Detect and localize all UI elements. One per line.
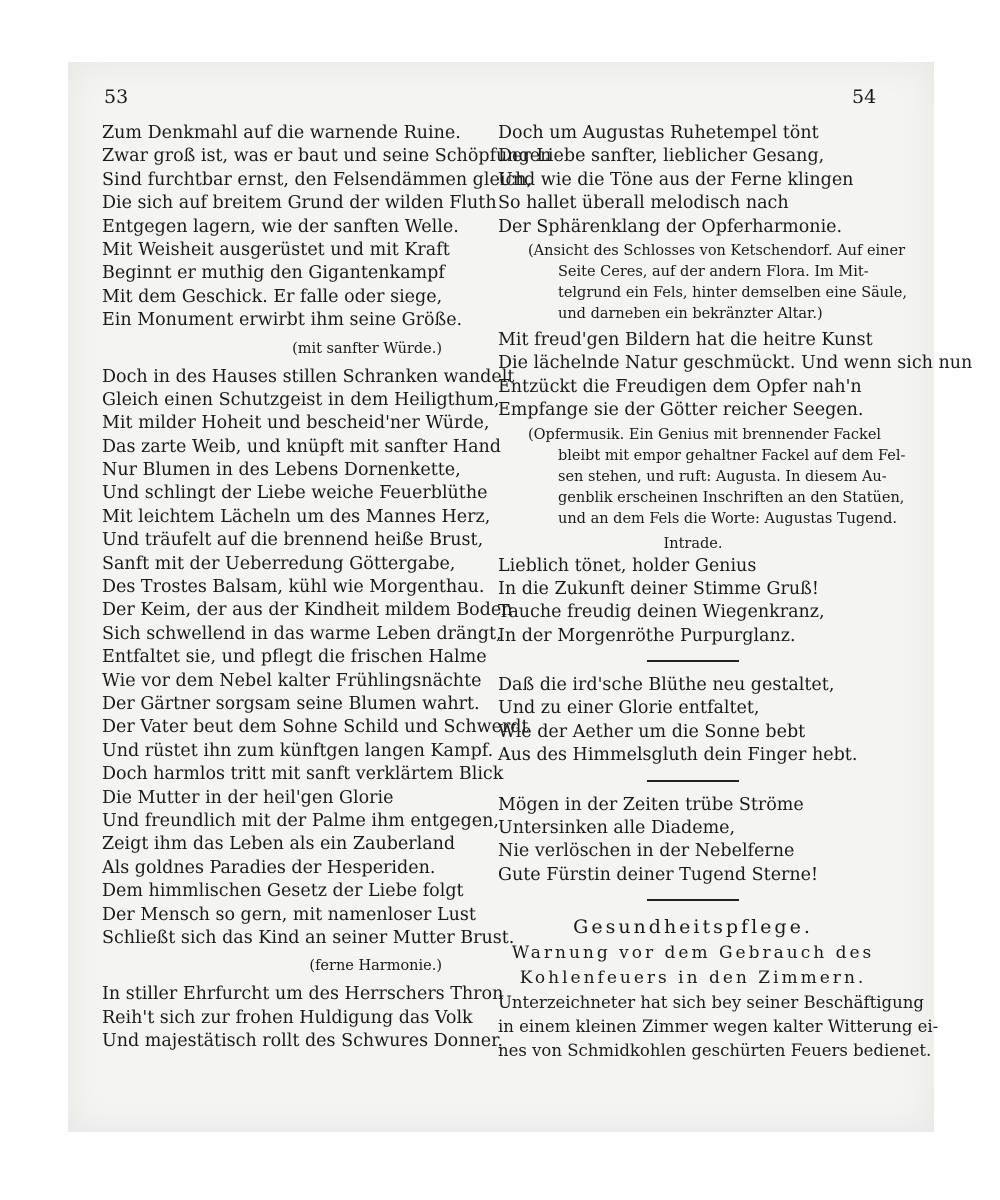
verse-block — [102, 122, 552, 333]
text-line: Sanft mit der Ueberredung Göttergabe, — [102, 553, 456, 574]
text-line: Zum Denkmahl auf die warnende Ruine. — [102, 123, 461, 143]
verse-block — [498, 122, 888, 239]
text-line: telgrund ein Fels, hinter demselben eine Säule, — [558, 284, 907, 301]
text-line: Kohlenfeuers in den Zimmern. — [519, 968, 867, 989]
text-line: Der Mensch so gern, mit namenloser Lust — [102, 904, 476, 925]
text-line: Mit dem Geschick. Er falle oder siege, — [102, 286, 443, 307]
text-line: Und wie die Töne aus der Ferne klingen — [498, 169, 854, 190]
text-line: in einem kleinen Zimmer wegen kalter Witterung ei- — [498, 1017, 939, 1037]
verse-block — [498, 329, 973, 423]
text-line: bleibt mit empor gehaltner Fackel auf dem Fel- — [558, 447, 906, 464]
verse-block — [102, 366, 529, 951]
page-number-left: 53 — [104, 86, 129, 108]
text-line: (Opfermusik. Ein Genius mit brennender Fackel — [528, 426, 882, 443]
text-line: Sind furchtbar ernst, den Felsendämmen gleich, — [102, 169, 533, 190]
text-line: Zwar groß ist, was er baut und seine Schöpfungen — [102, 146, 552, 167]
text-line: und darneben ein bekränzter Altar.) — [558, 305, 823, 322]
stage-direction: (mit sanfter Würde.) — [292, 340, 442, 357]
section-divider — [647, 660, 739, 662]
verse-block — [498, 674, 888, 768]
text-line: sen stehen, und ruft: Augusta. In diesem Au- — [558, 468, 887, 485]
text-line: Nur Blumen in des Lebens Dornenkette, — [102, 460, 461, 481]
text-line: Entfaltet sie, und pflegt die frischen Halme — [102, 647, 487, 668]
text-line: Mit leichtem Lächeln um des Mannes Herz, — [102, 506, 491, 527]
section-divider — [647, 780, 739, 782]
text-line: Und zu einer Glorie entfaltet, — [498, 698, 760, 719]
text-line: genblik erscheinen Inschriften an den Statüen, — [558, 489, 905, 506]
text-line: Unterzeichneter hat sich bey seiner Beschäftigung — [498, 993, 924, 1013]
text-line: Der Sphärenklang der Opferharmonie. — [498, 216, 843, 237]
text-line: Und freundlich mit der Palme ihm entgegen, — [102, 810, 499, 831]
text-line: Der Liebe sanfter, lieblicher Gesang, — [498, 146, 825, 167]
text-line: In stiller Ehrfurcht um des Herrschers Thron — [102, 984, 504, 1005]
stage-direction — [498, 241, 907, 325]
text-line: Lieblich tönet, holder Genius — [498, 555, 757, 576]
verse-block — [498, 555, 888, 649]
text-line: Dem himmlischen Gesetz der Liebe folgt — [102, 881, 464, 902]
text-line: Der Keim, der aus der Kindheit mildem Boden — [102, 600, 513, 621]
verse-block — [498, 794, 888, 888]
text-line: Tauche freudig deinen Wiegenkranz, — [498, 602, 825, 623]
text-line: Der Vater beut dem Sohne Schild und Schwerdt — [102, 717, 529, 738]
page-number-right: 54 — [852, 86, 877, 108]
text-line: Des Trostes Balsam, kühl wie Morgenthau. — [102, 577, 485, 598]
text-line: Wie der Aether um die Sonne bebt — [498, 721, 806, 742]
text-line: Ein Monument erwirbt ihm seine Größe. — [102, 310, 463, 331]
text-line: Sich schwellend in das warme Leben drängt, — [102, 623, 502, 644]
stage-direction: (ferne Harmonie.) — [309, 958, 442, 975]
text-line: Daß die ird'sche Blüthe neu gestaltet, — [498, 675, 835, 696]
text-line: Mögen in der Zeiten trübe Ströme — [498, 794, 804, 815]
text-line: Zeigt ihm das Leben als ein Zauberland — [102, 834, 456, 855]
text-line: Die sich auf breitem Grund der wilden Fluth — [102, 193, 497, 214]
text-line: Die Mutter in der heil'gen Glorie — [102, 787, 394, 808]
left-column — [102, 122, 552, 1053]
text-line: Und rüstet ihn zum künftgen langen Kampf. — [102, 740, 494, 761]
text-line: Beginnt er muthig den Gigantenkampf — [102, 263, 445, 284]
text-line: So hallet überall melodisch nach — [498, 193, 789, 214]
text-line: Der Gärtner sorgsam seine Blumen wahrt. — [102, 693, 480, 714]
text-line: In die Zukunft deiner Stimme Gruß! — [498, 578, 819, 599]
stage-direction — [498, 425, 906, 530]
section-title: Gesundheitspflege. — [573, 916, 813, 939]
text-line: Gleich einen Schutzgeist in dem Heiligthum, — [102, 389, 500, 410]
text-line: In der Morgenröthe Purpurglanz. — [498, 625, 796, 646]
text-line: Mit milder Hoheit und bescheid'ner Würde, — [102, 413, 490, 434]
text-line: Empfange sie der Götter reicher Seegen. — [498, 400, 864, 421]
text-line: (Ansicht des Schlosses von Ketschendorf. Auf einer — [528, 242, 906, 259]
text-line: und an dem Fels die Worte: Augustas Tugend. — [558, 510, 898, 527]
text-line: Reih't sich zur frohen Huldigung das Volk — [102, 1007, 473, 1028]
text-line: Entzückt die Freudigen dem Opfer nah'n — [498, 376, 862, 397]
verse-block — [102, 983, 504, 1053]
text-line: Mit Weisheit ausgerüstet und mit Kraft — [102, 239, 450, 260]
text-line: Doch in des Hauses stillen Schranken wandelt — [102, 366, 515, 387]
text-line: Schließt sich das Kind an seiner Mutter Brust. — [102, 927, 515, 948]
text-line: Doch harmlos tritt mit sanft verklärtem Blick — [102, 764, 504, 785]
text-line: Nie verlöschen in der Nebelferne — [498, 841, 795, 862]
section-subtitle — [498, 941, 888, 991]
text-line: Wie vor dem Nebel kalter Frühlingsnächte — [102, 670, 482, 691]
text-line: Als goldnes Paradies der Hesperiden. — [102, 857, 436, 878]
prose-paragraph — [498, 991, 939, 1063]
section-divider — [647, 899, 739, 901]
text-line: Und majestätisch rollt des Schwures Donner. — [102, 1031, 504, 1052]
right-column — [498, 122, 973, 1063]
text-line: Entgegen lagern, wie der sanften Welle. — [102, 216, 459, 237]
text-line: nes von Schmidkohlen geschürten Feuers bedienet. — [498, 1041, 932, 1061]
text-line: Warnung vor dem Gebrauch des — [511, 943, 875, 964]
text-line: Untersinken alle Diademe, — [498, 818, 736, 839]
stage-direction-intrade: Intrade. — [663, 535, 723, 552]
text-line: Die lächelnde Natur geschmückt. Und wenn sich nun — [498, 353, 973, 374]
text-line: Doch um Augustas Ruhetempel tönt — [498, 123, 819, 143]
text-line: Das zarte Weib, und knüpft mit sanfter Hand — [102, 436, 501, 457]
text-line: Gute Fürstin deiner Tugend Sterne! — [498, 864, 819, 885]
text-line: Aus des Himmelsgluth dein Finger hebt. — [498, 745, 858, 766]
text-line: Seite Ceres, auf der andern Flora. Im Mit- — [558, 263, 869, 280]
text-line: Und träufelt auf die brennend heiße Brust, — [102, 530, 484, 551]
text-line: Und schlingt der Liebe weiche Feuerblüthe — [102, 483, 488, 504]
text-line: Mit freud'gen Bildern hat die heitre Kunst — [498, 329, 873, 350]
